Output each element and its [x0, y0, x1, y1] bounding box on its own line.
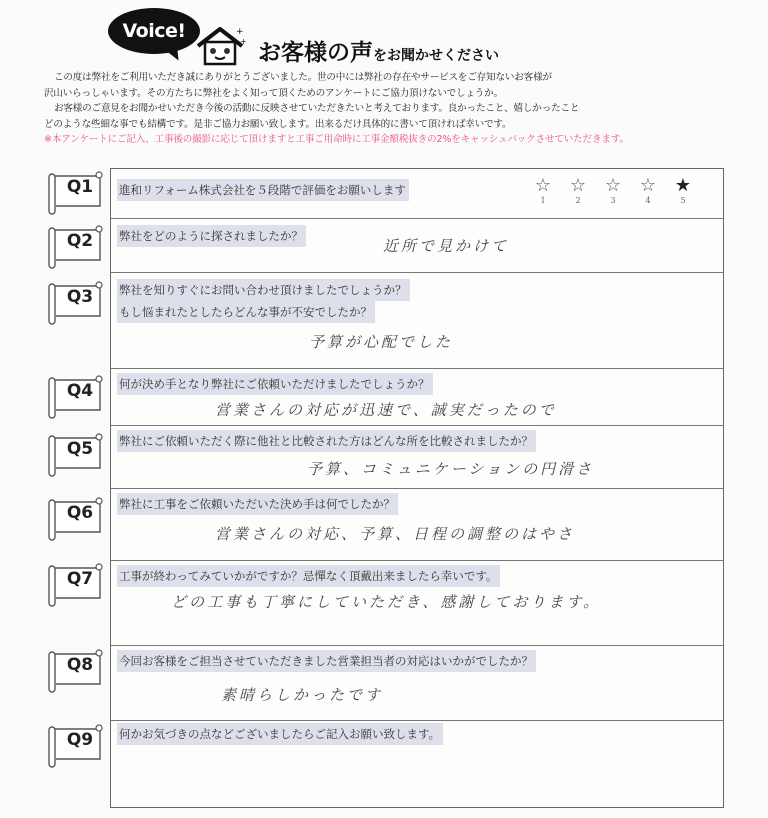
- svg-text:+: +: [240, 37, 247, 46]
- question-row-q9: [111, 721, 723, 807]
- question-text: 工事が終わってみていかがですか？忌憚なく頂戴出来ましたら幸いです。: [117, 565, 500, 587]
- question-row-q2: [111, 219, 723, 273]
- question-label-q4: Q4: [46, 374, 104, 412]
- voice-speech-bubble: [108, 8, 200, 54]
- question-label-q5: Q5: [46, 432, 104, 470]
- question-text: 弊社にご依頼いただく際に他社と比較された方はどんな所を比較されましたか？: [117, 430, 536, 452]
- title-main-text: お客様の声: [258, 40, 373, 66]
- cashback-note: ※本アンケートにご記入、工事後の撮影に応じて頂けますと工事ご用命時に工事金額税抜きの2%をキャッシュバックさせていただきます。: [44, 134, 629, 145]
- question-text: 弊社を知りすぐにお問い合わせ頂けましたでしょうか？ もし悩まれたとしたらどんな事が不安でしたか？: [117, 279, 410, 323]
- answer-text[interactable]: 素晴らしかったです: [221, 686, 384, 704]
- star-rating[interactable]: [533, 177, 693, 205]
- question-row-q7: [111, 561, 723, 646]
- question-row-q5: [111, 426, 723, 489]
- star-empty-icon: ☆: [639, 175, 657, 196]
- voice-badge-text: Voice!: [122, 20, 186, 42]
- question-row-q1: [111, 169, 723, 219]
- star-filled-icon: ★: [674, 175, 692, 196]
- star-1[interactable]: ☆ 1: [534, 175, 552, 205]
- question-label-q2: Q2: [46, 224, 104, 262]
- intro-text: [44, 70, 734, 148]
- intro-line: この度は弊社をご利用いただき誠にありがとうございました。世の中には弊社の存在やサービスをご存知ないお客様が: [54, 72, 552, 83]
- answer-text[interactable]: どの工事も丁寧にしていただき、感謝しております。: [171, 593, 602, 611]
- question-row-q8: [111, 646, 723, 721]
- survey-header: [108, 4, 668, 66]
- answer-text[interactable]: 予算、コミュニケーションの円滑さ: [307, 460, 595, 478]
- question-row-q6: [111, 489, 723, 561]
- star-2[interactable]: ☆ 2: [569, 175, 587, 205]
- page-title: [258, 34, 499, 67]
- question-text: 進和リフォーム株式会社を５段階で評価をお願いします: [117, 179, 409, 201]
- answer-text[interactable]: 近所で見かけて: [383, 237, 510, 255]
- intro-line: お客様のご意見をお聞かせいただき今後の活動に反映させていただきたいと考えております。良かったこと、嬉しかったこと: [54, 103, 580, 114]
- answer-text[interactable]: 営業さんの対応、予算、日程の調整のはやさ: [215, 525, 576, 543]
- answer-text[interactable]: 営業さんの対応が迅速で、誠実だったので: [215, 401, 557, 419]
- star-empty-icon: ☆: [569, 175, 587, 196]
- question-text: 弊社をどのように探されましたか？: [117, 225, 306, 247]
- star-4[interactable]: ☆ 4: [639, 175, 657, 205]
- intro-line: 沢山いらっしゃいます。その方たちに弊社をよく知って頂くためのアンケートにご協力頂けないでしょうか。: [44, 87, 503, 99]
- question-text: 今回お客様をご担当させていただきました営業担当者の対応はいかがでしたか？: [117, 650, 536, 672]
- question-label-q6: Q6: [46, 496, 104, 534]
- question-label-q1: Q1: [46, 170, 104, 208]
- star-empty-icon: ☆: [604, 175, 622, 196]
- question-label-q9: Q9: [46, 723, 104, 761]
- question-text: 何が決め手となり弊社にご依頼いただけましたでしょうか？: [117, 373, 433, 395]
- svg-text:+: +: [236, 27, 244, 37]
- star-3[interactable]: ☆ 3: [604, 175, 622, 205]
- question-text: 弊社に工事をご依頼いただいた決め手は何でしたか？: [117, 493, 398, 515]
- question-label-q7: Q7: [46, 562, 104, 600]
- questionnaire-table: [110, 168, 724, 808]
- title-sub-text: をお聞かせください: [373, 48, 499, 64]
- question-label-q3: Q3: [46, 280, 104, 318]
- star-5[interactable]: ★ 5: [674, 175, 692, 205]
- answer-text[interactable]: 予算が心配でした: [309, 333, 454, 351]
- question-label-q8: Q8: [46, 648, 104, 686]
- smiling-house-icon: [196, 26, 248, 66]
- question-row-q3: [111, 273, 723, 369]
- question-row-q4: [111, 369, 723, 426]
- star-empty-icon: ☆: [534, 175, 552, 196]
- intro-line: どのような些細な事でも結構です。是非ご協力お願い致します。出来るだけ具体的に書いて頂ければ幸いです。: [44, 118, 512, 130]
- question-text: 何かお気づきの点などございましたらご記入お願い致します。: [117, 723, 443, 745]
